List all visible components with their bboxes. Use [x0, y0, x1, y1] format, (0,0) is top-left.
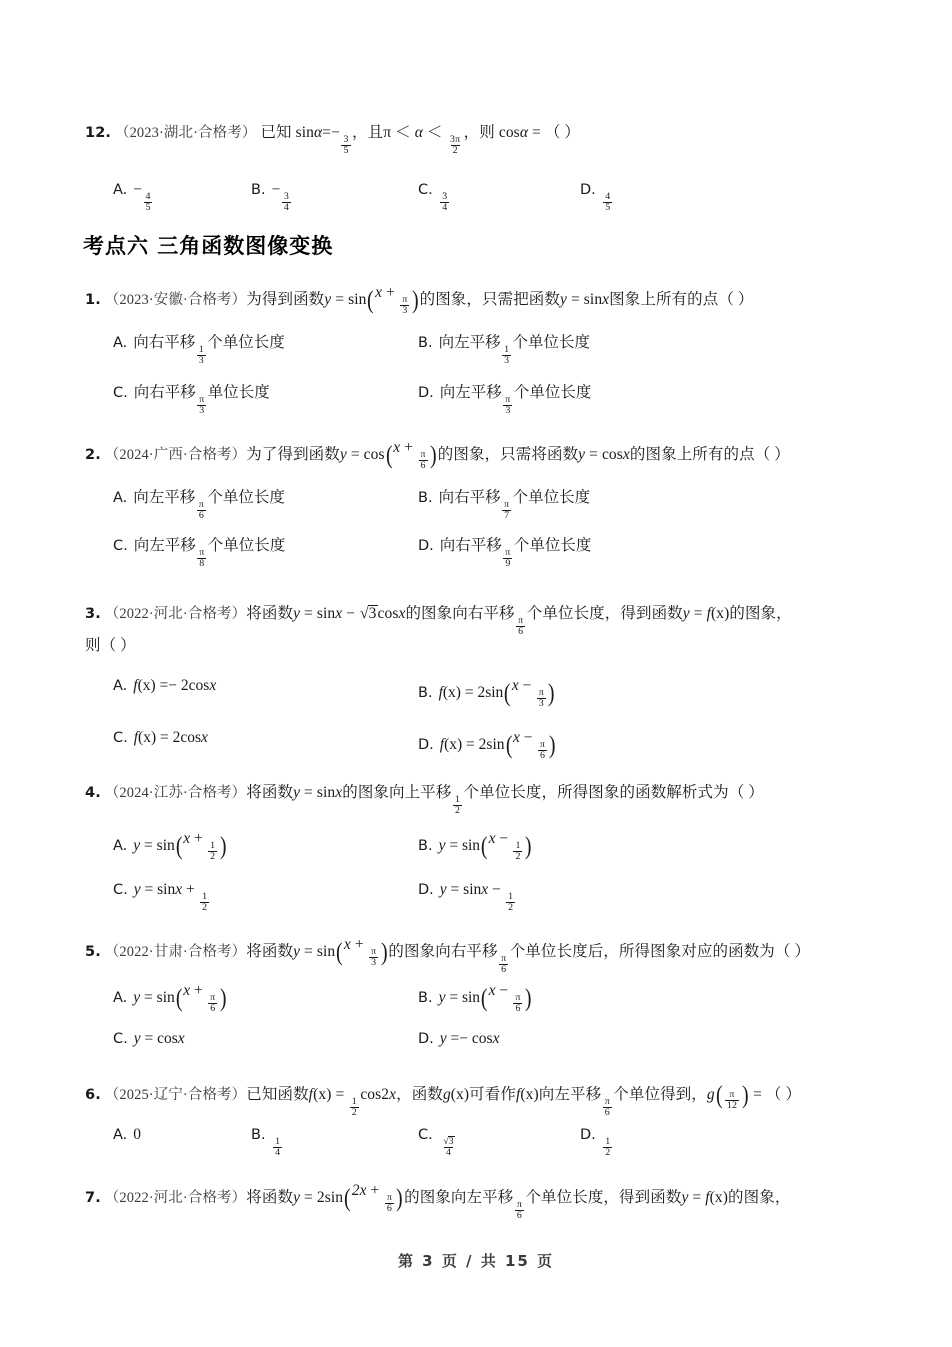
q3-text-b: 的图象向右平移	[405, 605, 515, 622]
question-12-option-B[interactable]	[251, 182, 292, 212]
option-paren-group: ( x + $\frac{\pi}{6}$ )	[175, 982, 227, 1014]
q1-text-a: 为得到函数	[246, 290, 325, 308]
question-3-stem: 3. （2022·河北·合格考）将函数y = sinx − √3cosx的图象向右平移 $\frac{\pi}{6}$ 个单位长度，得到函数y = f(x)的图象，	[85, 605, 792, 637]
option-label: D.	[418, 736, 434, 753]
q1-text-c: 图象上所有的点（ ）	[609, 290, 754, 308]
question-3-number: 3.	[85, 606, 101, 622]
question-1-number: 1.	[85, 291, 101, 308]
question-6-option-A[interactable]	[113, 1127, 141, 1143]
option-fraction: $\frac{4}{5}$	[605, 190, 611, 213]
option-label: A.	[113, 837, 128, 854]
question-2-stem: 2. （2024·广西·合格考）为了得到函数y = cos ( x + $\frac{\pi}{6}$ ) 的图象，只需将函数y = cosx的图象上所有的点（ ）	[85, 439, 790, 471]
question-3-option-A[interactable]: A. f(x) =− 2cosx	[113, 677, 217, 694]
q7-text-b: 的图象向左平移	[404, 1188, 514, 1206]
q3-sqrt: √3	[360, 605, 377, 622]
option-fraction: $\frac{\pi}{3}$	[199, 393, 205, 416]
q6-fraction-half: $\frac{1}{2}$	[351, 1095, 357, 1118]
q6-text-b: ，函数	[396, 1085, 443, 1103]
q5-paren-group: ( x + $\frac{\pi}{3}$ )	[336, 936, 388, 968]
q2-text-b: 的图象，只需将函数	[437, 445, 579, 463]
question-2-source: （2024·广西·合格考）	[104, 446, 247, 463]
option-label: D.	[418, 882, 434, 898]
question-1-option-C[interactable]: C. 向右平移 $\frac{\pi}{3}$ 单位长度	[113, 384, 270, 416]
option-fraction: $\frac{\pi}{8}$	[199, 546, 205, 569]
q4-fraction: $\frac{1}{2}$	[454, 793, 460, 816]
q5-text-c: 个单位长度后，所得图象对应的函数为（ ）	[509, 942, 811, 960]
question-4-option-C[interactable]: C. y = sinx + $\frac{1}{2}$	[113, 881, 208, 913]
q2-text-c: 的图象上所有的点（ ）	[629, 445, 790, 463]
option-label: C.	[113, 730, 128, 746]
question-2-option-A[interactable]: A. 向左平移 $\frac{\pi}{6}$ 个单位长度	[113, 489, 285, 521]
option-label: A.	[113, 678, 128, 694]
question-4-option-B[interactable]: B. y = sin ( x − $\frac{1}{2}$ )	[418, 830, 532, 862]
option-fraction: $\frac{1}{2}$	[508, 890, 514, 913]
q3-text-e: 则（ ）	[85, 637, 136, 654]
question-4-source: （2024·江苏·合格考）	[104, 785, 247, 801]
q2-fraction: $\frac{\pi}{6}$	[420, 448, 426, 471]
question-3-option-D[interactable]: D. f(x) = 2sin ( x − $\frac{\pi}{6}$ )	[418, 729, 557, 761]
sqrt-icon: √3	[443, 1135, 454, 1147]
question-4-option-A[interactable]: A. y = sin ( x + $\frac{1}{2}$ )	[113, 830, 227, 862]
q6-text-c: 可看作	[469, 1085, 516, 1103]
q6-paren-group: ( $\frac{\pi}{12}$ )	[715, 1079, 749, 1111]
question-2-option-D[interactable]: D. 向右平移 $\frac{\pi}{9}$ 个单位长度	[418, 537, 592, 569]
q6-text-a: 已知函数	[246, 1085, 309, 1103]
question-7-number: 7.	[85, 1189, 101, 1206]
option-fraction: $\frac{1}{2}$	[210, 839, 216, 862]
option-label: B.	[418, 837, 433, 854]
question-3-option-B[interactable]: B. f(x) = 2sin ( x − $\frac{\pi}{3}$ )	[418, 677, 555, 709]
q1-fraction: $\frac{\pi}{3}$	[402, 293, 408, 316]
q6-fraction-shift: $\frac{\pi}{6}$	[604, 1095, 610, 1118]
q5-fraction-2: $\frac{\pi}{6}$	[501, 952, 507, 975]
q6-fraction-arg: $\frac{\pi}{12}$	[726, 1088, 737, 1111]
question-12-source: （2023·湖北·合格考）	[114, 125, 257, 141]
option-label: B.	[418, 989, 433, 1006]
option-fraction: $\frac{3}{4}$	[283, 190, 289, 213]
q2-text-a: 为了得到函数	[246, 445, 340, 463]
option-fraction: $\frac{1}{2}$	[202, 890, 208, 913]
option-label: D.	[418, 538, 434, 554]
option-label: D.	[580, 182, 596, 198]
option-fraction: $\frac{\pi}{6}$	[515, 991, 521, 1014]
q1-text-b: 的图象，只需把函数	[419, 290, 560, 308]
q5-fraction: $\frac{\pi}{3}$	[371, 945, 377, 968]
option-paren-group: ( x − $\frac{\pi}{6}$ )	[480, 982, 532, 1014]
q3-text-d: 的图象，	[729, 605, 792, 622]
option-fraction: $\frac{√3}{4}$	[443, 1135, 454, 1158]
question-2-option-B[interactable]: B. 向右平移 $\frac{\pi}{7}$ 个单位长度	[418, 489, 591, 521]
option-fraction: $\frac{3}{4}$	[442, 190, 448, 213]
option-fraction: $\frac{1}{2}$	[515, 839, 521, 862]
q6-text-d: 向左平移	[538, 1085, 602, 1103]
q1-sin: sin	[348, 290, 367, 308]
option-fraction: $\frac{\pi}{3}$	[538, 686, 544, 709]
option-label: A.	[113, 989, 128, 1006]
option-label: D.	[580, 1127, 596, 1143]
question-4-stem: 4. （2024·江苏·合格考）将函数y = sinx的图象向上平移 $\frac{1}{2}$ 个单位长度，所得图象的函数解析式为（ ）	[85, 784, 764, 816]
q3-text-a: 将函数	[246, 605, 294, 622]
page-footer: 第 3 页 / 共 15 页	[397, 1252, 555, 1270]
option-label: C.	[113, 385, 128, 401]
option-label: C.	[113, 882, 128, 898]
option-label: B.	[418, 335, 433, 351]
option-label: B.	[418, 684, 433, 701]
q12-stem-end: = （ ）	[528, 124, 581, 141]
question-1-source: （2023·安徽·合格考）	[104, 291, 247, 308]
question-5-option-D[interactable]: D. y =− cosx	[418, 1030, 500, 1047]
q2-cos: cos	[363, 445, 385, 463]
option-fraction: $\frac{\pi}{6}$	[198, 498, 204, 521]
option-fraction: $\frac{1}{3}$	[198, 343, 204, 366]
q12-eq: =−	[322, 124, 340, 141]
option-label: A.	[113, 335, 128, 351]
q12-fraction-2: $\frac{3\pi}{2}$	[450, 133, 461, 156]
question-5-option-B[interactable]: B. y = sin ( x − $\frac{\pi}{6}$ )	[418, 982, 532, 1014]
question-6-option-D[interactable]	[580, 1127, 614, 1157]
option-paren-group: ( x − $\frac{\pi}{3}$ )	[504, 677, 555, 709]
q5-text-b: 的图象向右平移	[388, 942, 498, 960]
option-label: C.	[113, 538, 128, 554]
option-fraction: $\frac{\pi}{3}$	[505, 393, 511, 416]
option-label: A.	[113, 182, 128, 198]
q12-stem-pre: 已知 sin	[260, 124, 315, 141]
option-fraction: $\frac{4}{5}$	[145, 190, 151, 213]
question-6-source: （2025·辽宁·合格考）	[104, 1086, 247, 1103]
q12-stem-post: ，则 cos	[463, 124, 520, 141]
option-fraction: $\frac{\pi}{6}$	[539, 738, 545, 761]
option-label: D.	[418, 1031, 434, 1047]
question-2-option-C[interactable]: C. 向左平移 $\frac{\pi}{8}$ 个单位长度	[113, 537, 286, 569]
question-5-number: 5.	[85, 943, 101, 960]
question-3-stem-line2	[85, 638, 136, 654]
question-1-option-D[interactable]: D. 向左平移 $\frac{\pi}{3}$ 个单位长度	[418, 384, 592, 416]
option-value: 0	[133, 1126, 142, 1143]
question-4-number: 4.	[85, 785, 101, 801]
q7-text-a: 将函数	[246, 1188, 294, 1206]
q2-paren-group: ( x + $\frac{\pi}{6}$ )	[385, 439, 437, 471]
question-6-stem: 6. （2025·辽宁·合格考）已知函数f(x) = $\frac{1}{2}$ cos2x，函数g(x)可看作f(x)向左平移 $\frac{\pi}{6}$ 个单位得到，g ( $\frac{\pi}{12}$ ) = （ ）	[85, 1079, 802, 1118]
option-label: C.	[418, 182, 433, 198]
question-7-source: （2022·河北·合格考）	[104, 1189, 247, 1206]
q3-fraction: $\frac{\pi}{6}$	[518, 614, 524, 637]
question-12-stem	[85, 125, 580, 155]
question-6-number: 6.	[85, 1086, 101, 1103]
q5-text-a: 将函数	[246, 942, 294, 960]
q6-text-f: = （ ）	[749, 1085, 802, 1103]
q12-alpha: α	[314, 124, 323, 141]
option-label: A.	[113, 490, 128, 506]
question-12-number: 12.	[85, 125, 111, 141]
question-5-stem: 5. （2022·甘肃·合格考）将函数y = sin ( x + $\frac{\pi}{3}$ ) 的图象向右平移 $\frac{\pi}{6}$ 个单位长度后，所得图象对应的函数为（ ）	[85, 936, 811, 975]
q4-text-b: 的图象向上平移	[342, 784, 452, 801]
option-fraction: $\frac{\pi}{7}$	[504, 498, 510, 521]
option-fraction: $\frac{\pi}{6}$	[210, 991, 216, 1014]
question-5-option-A[interactable]: A. y = sin ( x + $\frac{\pi}{6}$ )	[113, 982, 227, 1014]
option-label: B.	[251, 182, 266, 198]
option-label: C.	[418, 1127, 433, 1143]
section-heading: 考点六 三角函数图像变换	[83, 233, 334, 258]
q7-text-d: 的图象，	[728, 1188, 791, 1206]
option-label: B.	[418, 490, 433, 506]
q12-alpha2: α	[414, 124, 423, 141]
q12-alpha3: α	[519, 124, 529, 141]
option-fraction: $\frac{\pi}{9}$	[505, 546, 511, 569]
option-label: C.	[113, 1031, 128, 1047]
option-paren-group: ( x + $\frac{1}{2}$ )	[175, 830, 227, 862]
q7-paren-group: ( 2x + $\frac{\pi}{6}$ )	[344, 1182, 404, 1214]
question-5-option-C[interactable]: C. y = cosx	[113, 1030, 185, 1047]
question-1-stem: 1. （2023·安徽·合格考）为得到函数y = sin ( x + $\frac{\pi}{3}$ ) 的图象，只需把函数y = sinx图象上所有的点（ ）	[85, 284, 754, 316]
question-1-option-A[interactable]: A. 向右平移 $\frac{1}{3}$ 个单位长度	[113, 334, 285, 366]
q7-fraction-2: $\frac{\pi}{6}$	[516, 1198, 522, 1221]
question-12-option-A[interactable]	[113, 182, 154, 212]
question-2-number: 2.	[85, 446, 101, 463]
option-fraction: $\frac{1}{3}$	[504, 343, 510, 366]
q6-text-e: 个单位得到，	[613, 1085, 707, 1103]
q4-text-c: 个单位长度，所得图象的函数解析式为（ ）	[463, 784, 764, 801]
question-4-option-D[interactable]: D. y = sinx − $\frac{1}{2}$	[418, 881, 514, 913]
option-sign: −	[133, 181, 143, 198]
q12-stem-mid: ，且π ＜	[352, 124, 415, 141]
q3-text-c: 个单位长度，得到函数	[526, 605, 683, 622]
question-12-option-C[interactable]	[418, 182, 451, 212]
q12-fraction-1: $\frac{3}{5}$	[343, 133, 349, 156]
q7-text-c: 个单位长度，得到函数	[525, 1188, 682, 1206]
option-fraction: $\frac{1}{2}$	[605, 1135, 611, 1158]
question-12-option-D[interactable]	[580, 182, 614, 212]
q4-text-a: 将函数	[246, 784, 294, 801]
question-7-stem: 7. （2022·河北·合格考）将函数y = 2sin ( 2x + $\frac{\pi}{6}$ ) 的图象向左平移 $\frac{\pi}{6}$ 个单位长度，得到函数y = f(x)的图象，	[85, 1182, 791, 1221]
q1-y: y	[324, 290, 332, 308]
option-paren-group: ( x − $\frac{1}{2}$ )	[480, 830, 532, 862]
question-1-option-B[interactable]: B. 向左平移 $\frac{1}{3}$ 个单位长度	[418, 334, 591, 366]
question-6-option-B[interactable]	[251, 1127, 284, 1157]
option-label: D.	[418, 385, 434, 401]
q12-lt: ＜	[422, 124, 447, 141]
option-label: B.	[251, 1127, 266, 1143]
option-paren-group: ( x − $\frac{\pi}{6}$ )	[505, 729, 557, 761]
question-5-source: （2022·甘肃·合格考）	[104, 943, 247, 960]
option-fraction: $\frac{1}{4}$	[275, 1135, 281, 1158]
question-3-option-C[interactable]: C. f(x) = 2cosx	[113, 729, 208, 746]
q7-fraction: $\frac{\pi}{6}$	[386, 1191, 392, 1214]
option-sign: −	[271, 181, 281, 198]
question-6-option-C[interactable]	[418, 1127, 458, 1157]
option-label: A.	[113, 1127, 128, 1143]
question-3-source: （2022·河北·合格考）	[104, 606, 247, 622]
q1-paren-group: ( x + $\frac{\pi}{3}$ )	[367, 284, 419, 316]
